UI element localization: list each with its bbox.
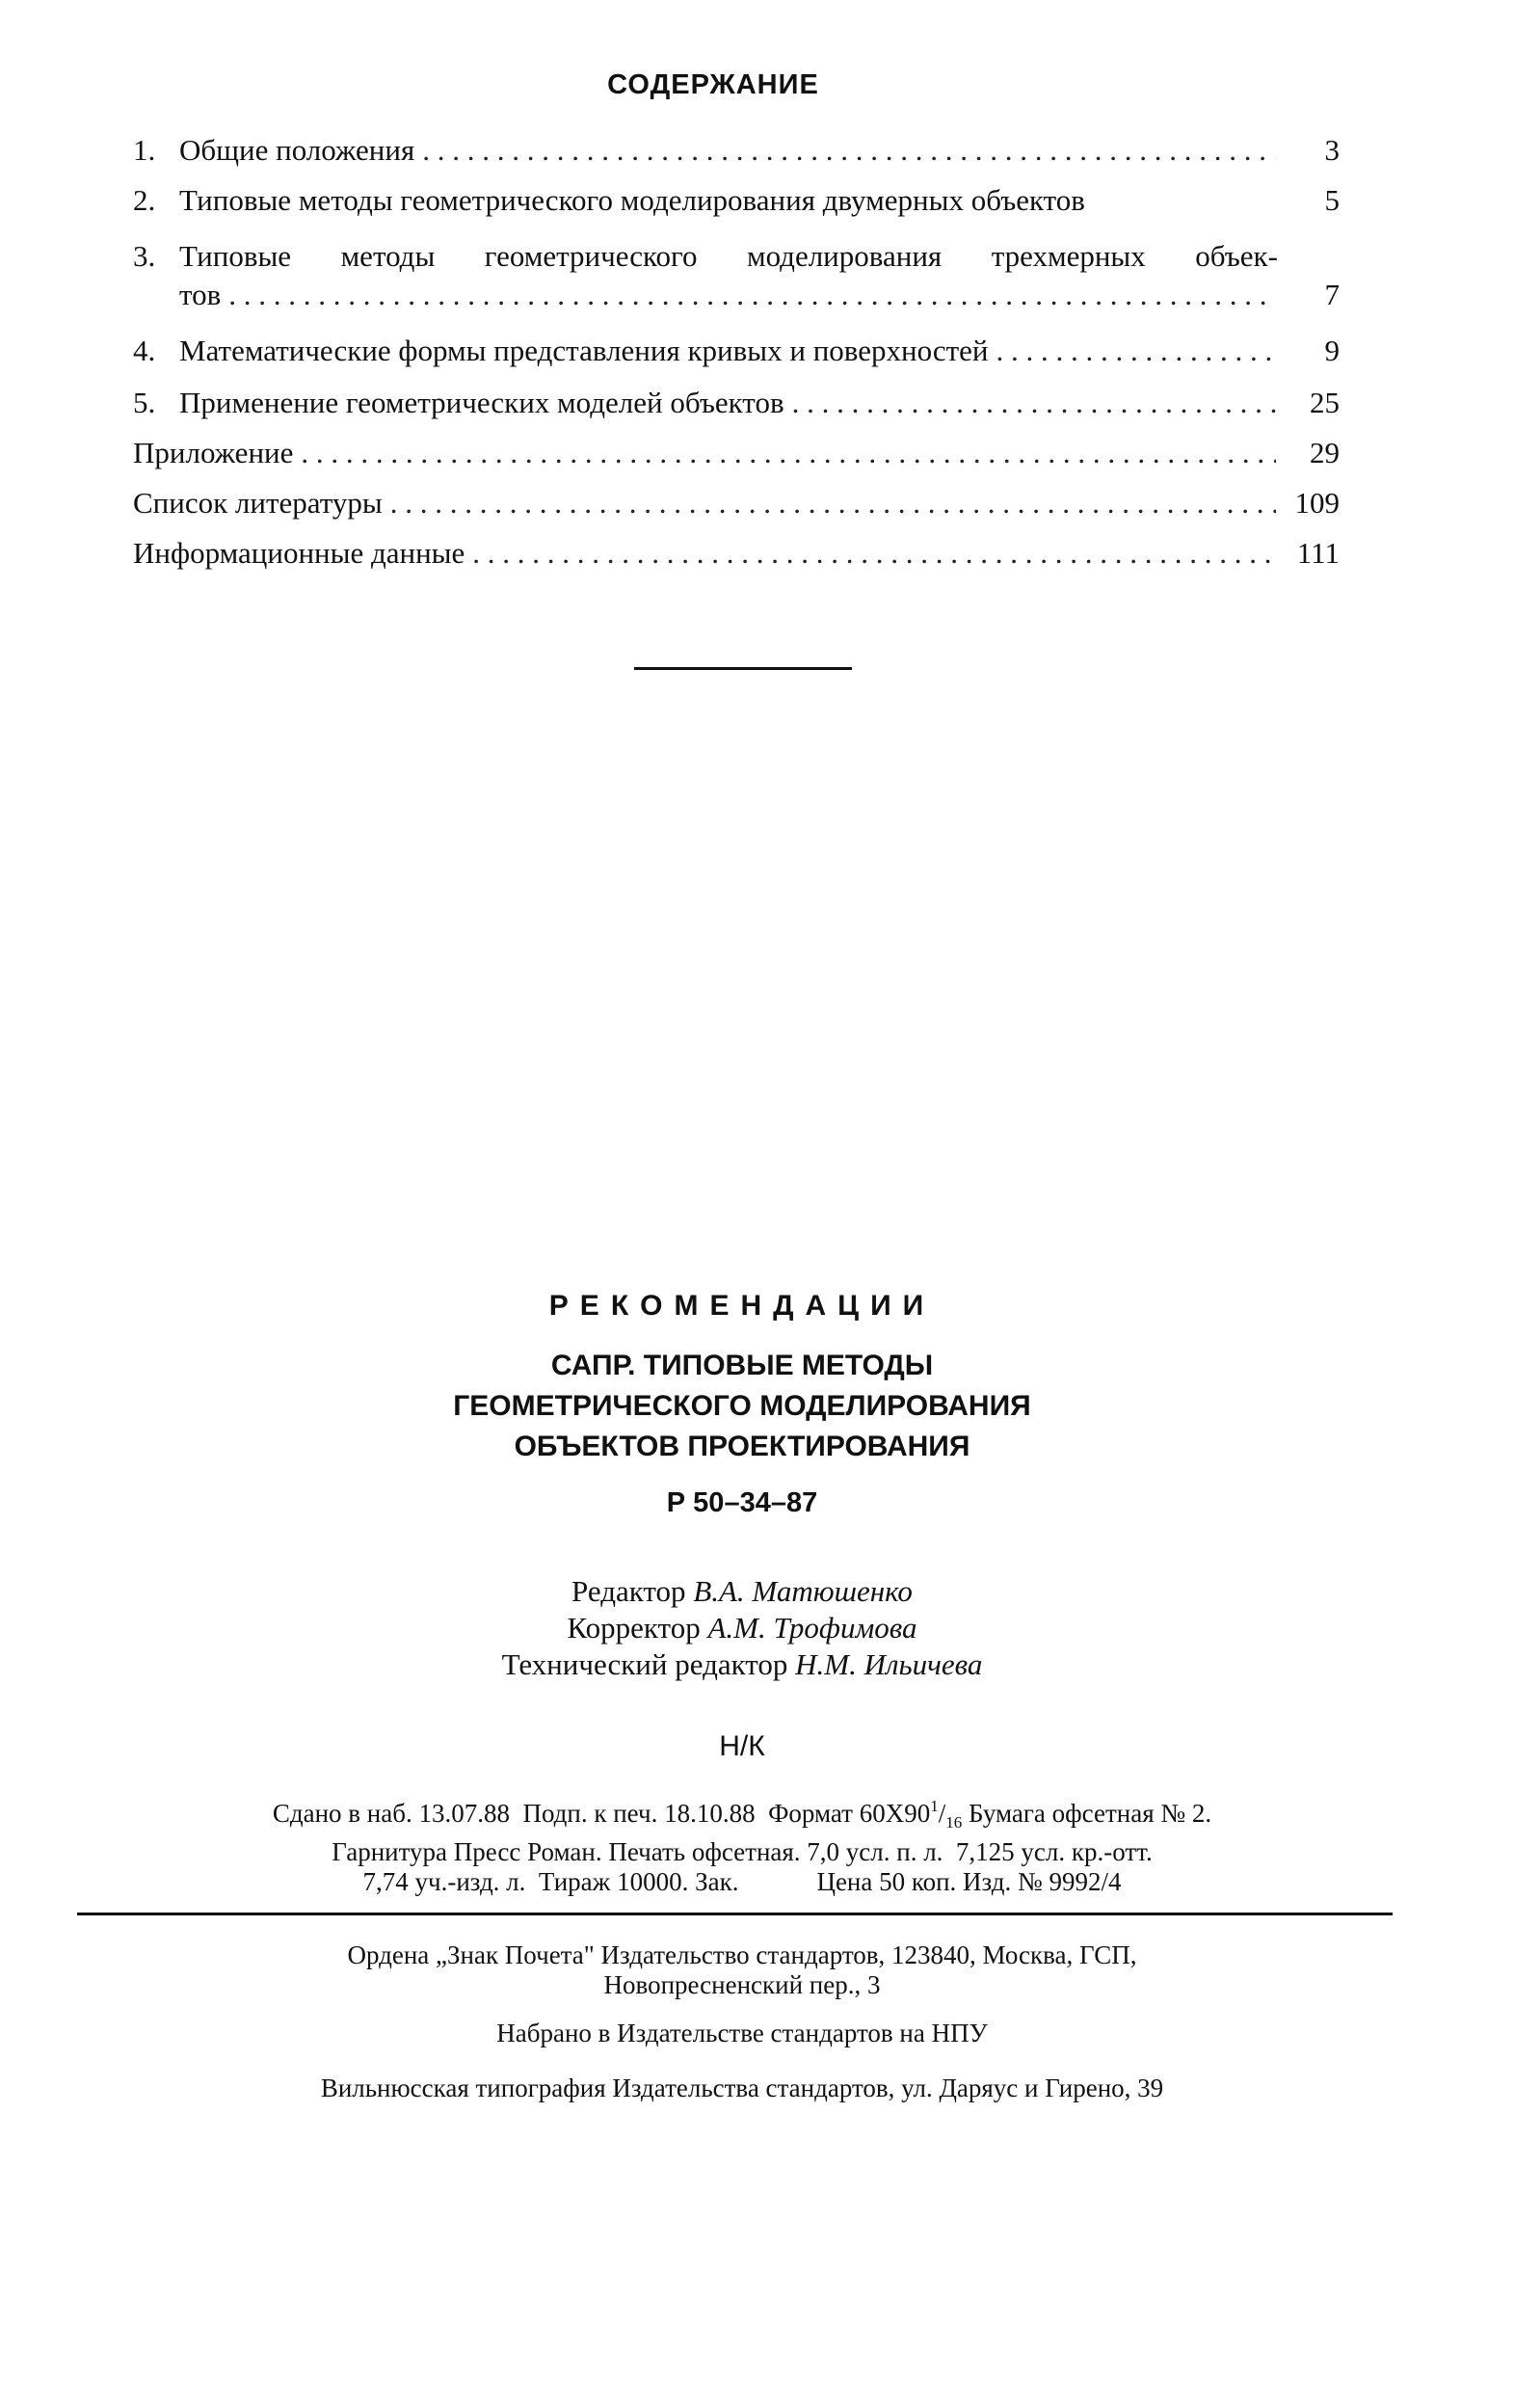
print-line1-b: Бумага офсетная № 2. [962,1799,1212,1828]
editor-name: В.А. Матюшенко [693,1574,913,1608]
toc-item-number: 2. [133,183,156,217]
toc-item-page: 109 [1294,486,1340,520]
toc-item-label: Список литературы [133,486,383,520]
toc-leader-dots [792,386,1276,420]
toc-item-1[interactable] [133,133,1340,172]
toc-word: геометрического [484,239,698,273]
toc-item-2[interactable] [133,183,1340,222]
format-superscript: 1 [930,1797,939,1815]
tech-editor-credit [0,1646,1484,1683]
toc-word: трехмерных [991,239,1146,273]
tech-editor-name: Н.М. Ильичева [795,1647,983,1681]
staff-credits [0,1573,1484,1683]
corrector-credit [0,1610,1484,1646]
toc-leader-dots [422,133,1276,168]
print-details [0,1791,1484,1897]
publisher-line-2: Новопресненский пер., 3 [603,1970,881,1999]
toc-item-number: 1. [133,133,156,167]
short-divider [634,667,852,670]
toc-word: объек- [1195,239,1278,273]
publisher-info [0,1940,1484,2000]
toc-item-label: Типовые методы геометрического моделирования двумерных объектов [179,183,1085,217]
toc-item-label: Общие положения [179,133,415,167]
title-line: ОБЪЕКТОВ ПРОЕКТИРОВАНИЯ [514,1431,970,1462]
toc-item-label: Информационные данные [133,536,465,570]
typeset-info: Набрано в Издательстве стандартов на НПУ [496,2019,988,2047]
toc-word: методы [340,239,436,273]
toc-item-4[interactable] [133,334,1340,372]
toc-leader-dots [996,334,1276,368]
toc-leader-dots [472,536,1276,571]
toc-item-label: Приложение [133,436,294,469]
long-divider [77,1913,1393,1915]
toc-title: СОДЕРЖАНИЕ [607,69,819,100]
toc-item-number: 3. [133,239,156,273]
toc-item-page: 111 [1296,536,1340,570]
toc-item-label: тов [179,278,222,311]
toc-item-3-line1[interactable] [133,239,1340,278]
editor-role: Редактор [571,1574,686,1608]
toc-word: моделирования [746,239,943,273]
toc-item-number: 4. [133,334,156,367]
toc-item-label: Применение геометрических моделей объектов [179,386,784,419]
toc-item-3-line2[interactable] [133,278,1340,316]
format-subscript: 16 [945,1813,963,1832]
toc-item-page: 25 [1310,386,1340,419]
recommendations-heading: РЕКОМЕНДАЦИИ [548,1290,936,1322]
tech-editor-role: Технический редактор [501,1647,788,1681]
toc-word: Типовые [179,239,292,273]
corrector-name: А.М. Трофимова [707,1611,917,1645]
toc-leader-dots [301,436,1276,470]
print-details-line-3: 7,74 уч.-изд. л. Тираж 10000. Зак. Цена 50 коп. Изд. № 9992/4 [362,1867,1122,1896]
toc-item-page: 7 [1324,278,1340,311]
format-slash: / [938,1799,946,1828]
toc-item-page: 5 [1324,183,1340,217]
document-code: Р 50–34–87 [666,1487,818,1518]
toc-item-label-justified [179,239,1278,274]
print-line1-a: Сдано в наб. 13.07.88 Подп. к печ. 18.10.88 Формат 60Х90 [272,1799,931,1828]
document-title [0,1346,1484,1467]
editor-credit [0,1573,1484,1610]
toc-item-references[interactable] [133,486,1340,524]
print-details-line-2: Гарнитура Пресс Роман. Печать офсетная. 7,0 усл. п. л. 7,125 усл. кр.-отт. [332,1837,1153,1866]
toc-item-number: 5. [133,386,156,419]
toc-item-page: 9 [1324,334,1340,367]
nk-mark: Н/К [719,1730,765,1762]
toc-leader-dots [390,486,1276,521]
toc-item-page: 29 [1310,436,1340,469]
toc-item-info[interactable] [133,536,1340,575]
print-details-line-1 [0,1791,1484,1837]
toc-item-label: Математические формы представления кривых и поверхностей [179,334,989,367]
title-line: ГЕОМЕТРИЧЕСКОГО МОДЕЛИРОВАНИЯ [453,1390,1031,1422]
publisher-line-1: Ордена „Знак Почета" Издательство стандартов, 123840, Москва, ГСП, [347,1940,1137,1969]
toc-leader-dots [228,278,1276,312]
toc-item-appendix[interactable] [133,436,1340,474]
toc-item-5[interactable] [133,386,1340,424]
title-line: САПР. ТИПОВЫЕ МЕТОДЫ [550,1350,934,1381]
toc-item-page: 3 [1324,133,1340,167]
corrector-role: Корректор [567,1611,701,1645]
printer-info: Вильнюсская типография Издательства стандартов, ул. Даряус и Гирено, 39 [320,2074,1164,2102]
